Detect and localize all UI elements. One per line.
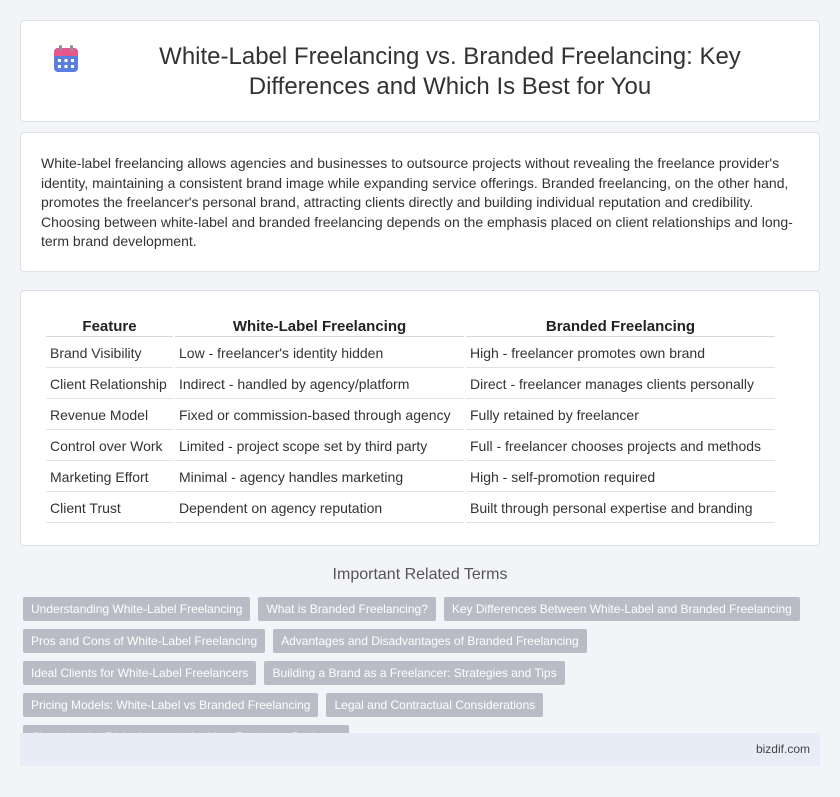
table-cell: Low - freelancer's identity hidden [175,339,464,368]
related-term-tag[interactable]: Pros and Cons of White-Label Freelancing [23,629,265,653]
table-cell: Built through personal expertise and branding [466,494,775,523]
table-row [46,370,775,399]
table-cell: Direct - freelancer manages clients personally [466,370,775,399]
footer-site-link[interactable]: bizdif.com [755,742,810,756]
table-cell: Minimal - agency handles marketing [175,463,464,492]
table-row [46,494,775,523]
table-cell: Dependent on agency reputation [175,494,464,523]
column-header-branded: Branded Freelancing [466,317,775,337]
table-cell: Revenue Model [46,401,173,430]
column-header-white-label: White-Label Freelancing [175,317,464,337]
table-row [46,432,775,461]
table-cell: High - self-promotion required [466,463,775,492]
table-cell: Full - freelancer chooses projects and methods [466,432,775,461]
intro-card [20,132,820,272]
related-term-tag[interactable]: Legal and Contractual Considerations [326,693,543,717]
page-title: White-Label Freelancing vs. Branded Freelancing: Key Differences and Which Is Best for You [159,43,741,100]
related-term-tag[interactable]: Pricing Models: White-Label vs Branded Freelancing [23,693,318,717]
table-cell: Fully retained by freelancer [466,401,775,430]
column-header-feature: Feature [46,317,173,337]
related-term-tag[interactable]: What is Branded Freelancing? [258,597,435,621]
related-term-tag[interactable]: Understanding White-Label Freelancing [23,597,250,621]
table-row [46,401,775,430]
comparison-table [44,315,777,525]
related-terms-title: Important Related Terms [332,566,508,583]
header-card [20,20,820,122]
footer [20,733,820,766]
table-row [46,463,775,492]
comparison-table-card [20,290,820,546]
related-term-tag[interactable]: Advantages and Disadvantages of Branded Freelancing [273,629,587,653]
table-header-row [46,317,775,337]
table-cell: High - freelancer promotes own brand [466,339,775,368]
table-cell: Indirect - handled by agency/platform [175,370,464,399]
intro-text: White-label freelancing allows agencies and businesses to outsource projects without revealing the freelance provider's identity, maintaining a consistent brand image while expanding service offerings. Branded freelancing, on the other hand, promotes the freelancer's personal brand, attracting clients directly and building individual reputation and credibility. Choosing between white-label and branded freelancing depends on the emphasis placed on client relationships and long-term brand development. [41,155,793,249]
table-cell: Marketing Effort [46,463,173,492]
related-term-tag[interactable]: Building a Brand as a Freelancer: Strategies and Tips [264,661,564,685]
table-row [46,339,775,368]
related-term-tag[interactable]: Ideal Clients for White-Label Freelancers [23,661,256,685]
table-cell: Fixed or commission-based through agency [175,401,464,430]
table-cell: Limited - project scope set by third party [175,432,464,461]
related-term-tag[interactable]: Key Differences Between White-Label and Branded Freelancing [444,597,800,621]
calendar-icon [53,45,79,73]
table-cell: Brand Visibility [46,339,173,368]
table-cell: Control over Work [46,432,173,461]
table-cell: Client Trust [46,494,173,523]
table-cell: Client Relationship [46,370,173,399]
